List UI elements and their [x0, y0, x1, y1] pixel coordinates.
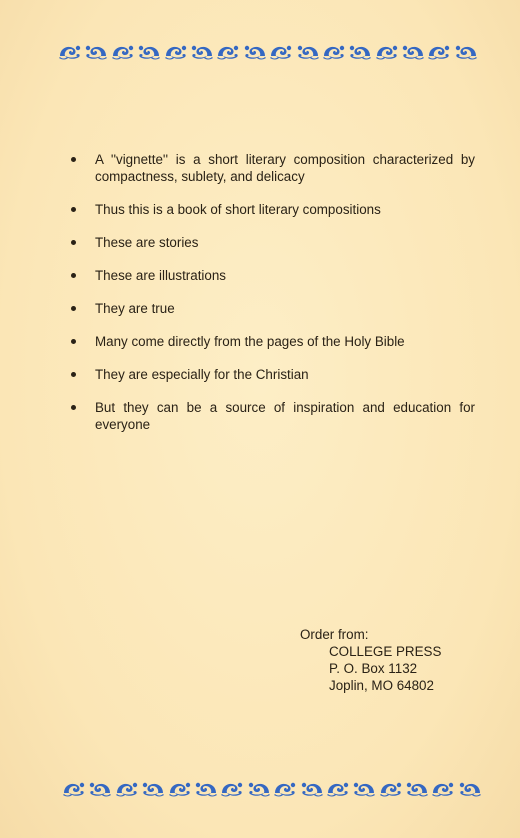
list-item-text: They are especially for the Christian — [95, 367, 309, 382]
scroll-leaf-ornament-icon — [379, 779, 403, 799]
list-item — [70, 300, 475, 317]
list-item — [70, 151, 475, 185]
list-item-text: Thus this is a book of short literary compositions — [95, 202, 381, 217]
scroll-leaf-ornament-icon — [405, 779, 429, 799]
scroll-leaf-ornament-icon — [164, 42, 188, 62]
list-item — [70, 234, 475, 251]
list-item — [70, 267, 475, 284]
scroll-leaf-ornament-icon — [401, 42, 425, 62]
scroll-leaf-ornament-icon — [348, 42, 372, 62]
bullet-icon — [71, 273, 76, 278]
bullet-icon — [71, 339, 76, 344]
scroll-leaf-ornament-icon — [220, 779, 244, 799]
scroll-leaf-ornament-icon — [458, 779, 482, 799]
scroll-leaf-ornament-icon — [137, 42, 161, 62]
list-item — [70, 333, 475, 350]
scroll-leaf-ornament-icon — [352, 779, 376, 799]
scroll-leaf-ornament-icon — [111, 42, 135, 62]
scroll-leaf-ornament-icon — [168, 779, 192, 799]
list-item-text: These are illustrations — [95, 268, 226, 283]
scroll-leaf-ornament-icon — [141, 779, 165, 799]
order-heading: Order from: — [300, 627, 369, 642]
top-ornament-border — [58, 41, 478, 63]
list-item — [70, 366, 475, 383]
scroll-leaf-ornament-icon — [300, 779, 324, 799]
scroll-leaf-ornament-icon — [375, 42, 399, 62]
scroll-leaf-ornament-icon — [84, 42, 108, 62]
bottom-ornament-border — [62, 778, 482, 800]
scroll-leaf-ornament-icon — [194, 779, 218, 799]
scroll-leaf-ornament-icon — [431, 779, 455, 799]
list-item-text: Many come directly from the pages of the Holy Bible — [95, 334, 405, 349]
list-item — [70, 201, 475, 218]
scroll-leaf-ornament-icon — [58, 42, 82, 62]
list-item-text: These are stories — [95, 235, 199, 250]
order-info — [300, 626, 441, 694]
scroll-leaf-ornament-icon — [115, 779, 139, 799]
bullet-icon — [71, 405, 76, 410]
list-item-text: They are true — [95, 301, 175, 316]
bullet-icon — [71, 240, 76, 245]
list-item-text: But they can be a source of inspiration and education for everyone — [95, 400, 475, 432]
bullet-icon — [71, 306, 76, 311]
scroll-leaf-ornament-icon — [326, 779, 350, 799]
scroll-leaf-ornament-icon — [243, 42, 267, 62]
description-list — [70, 151, 475, 449]
scroll-leaf-ornament-icon — [88, 779, 112, 799]
bullet-icon — [71, 207, 76, 212]
scroll-leaf-ornament-icon — [269, 42, 293, 62]
publisher-address — [300, 643, 441, 694]
scroll-leaf-ornament-icon — [296, 42, 320, 62]
bullet-icon — [71, 372, 76, 377]
city-state-zip: Joplin, MO 64802 — [329, 678, 434, 693]
po-box: P. O. Box 1132 — [329, 661, 418, 676]
publisher-name: COLLEGE PRESS — [329, 644, 442, 659]
scroll-leaf-ornament-icon — [427, 42, 451, 62]
scroll-leaf-ornament-icon — [273, 779, 297, 799]
scroll-leaf-ornament-icon — [322, 42, 346, 62]
scroll-leaf-ornament-icon — [216, 42, 240, 62]
scroll-leaf-ornament-icon — [454, 42, 478, 62]
scroll-leaf-ornament-icon — [190, 42, 214, 62]
scroll-leaf-ornament-icon — [62, 779, 86, 799]
list-item — [70, 399, 475, 433]
bullet-icon — [71, 157, 76, 162]
scroll-leaf-ornament-icon — [247, 779, 271, 799]
list-item-text: A ''vignette'' is a short literary composition characterized by compactness, sublety, and delicacy — [95, 152, 475, 184]
